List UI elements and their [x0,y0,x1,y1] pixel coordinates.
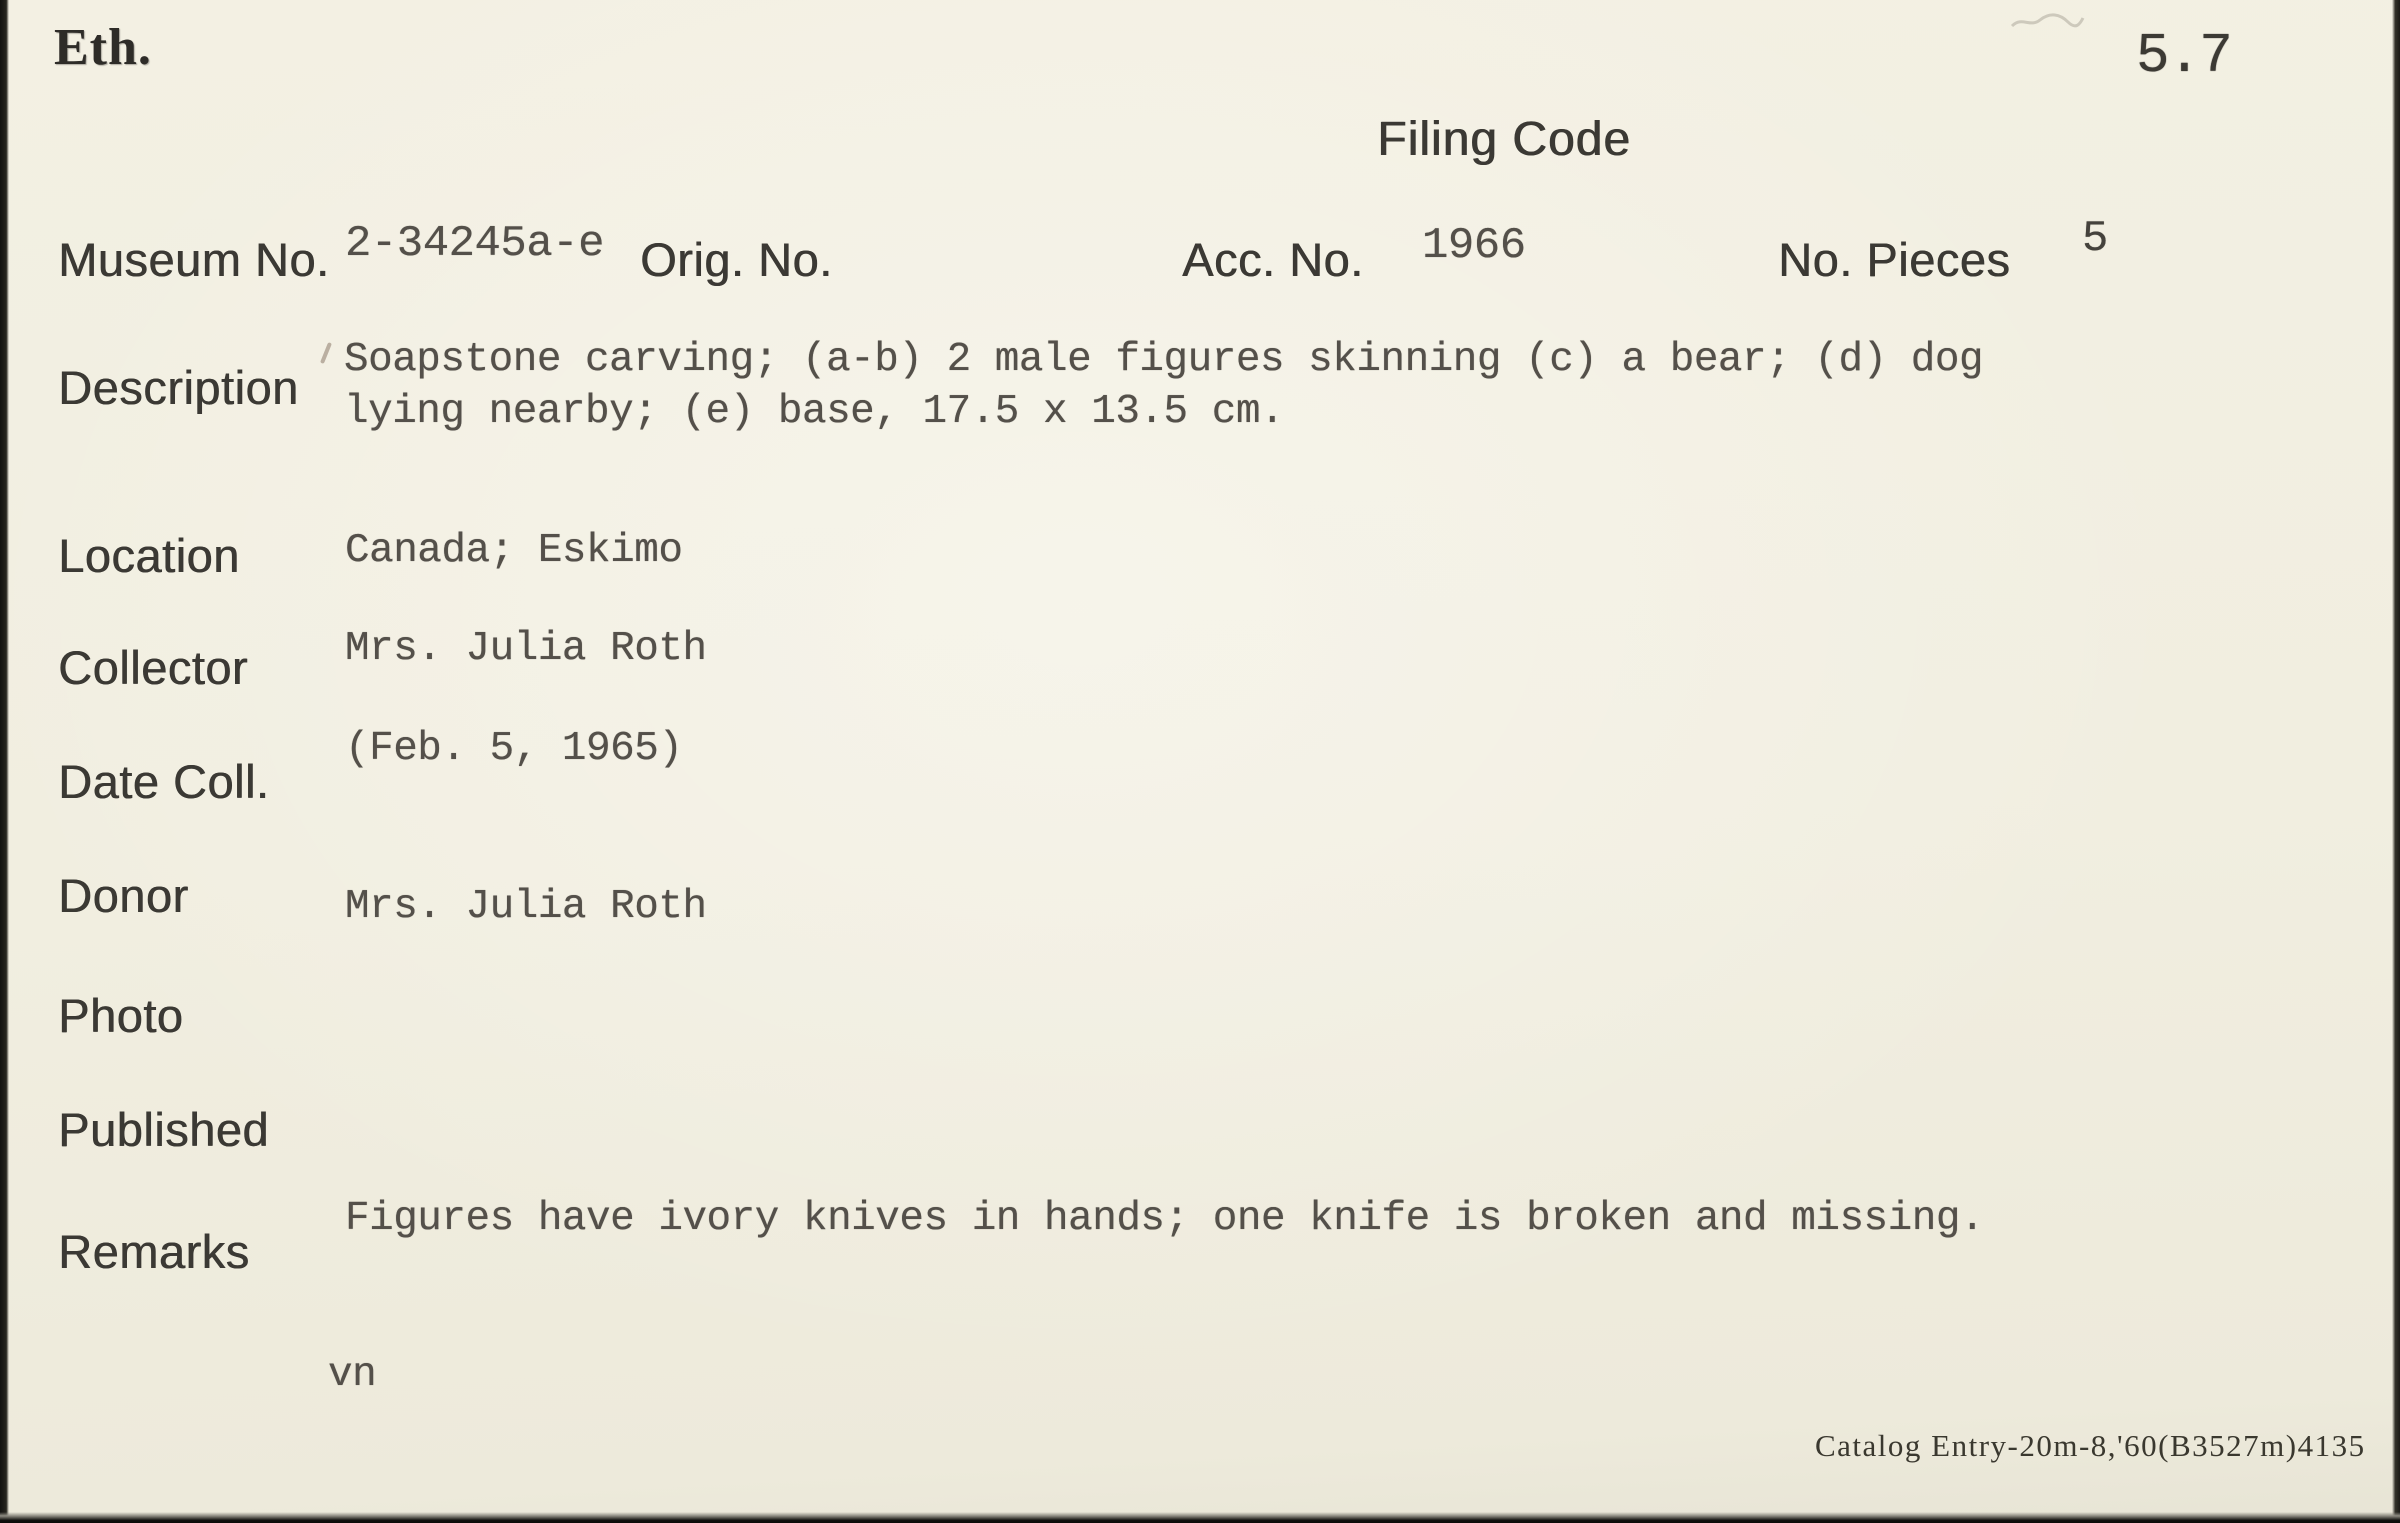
pencil-mark [2008,8,2086,38]
field-value-description [344,334,1983,438]
field-label-collector: Collector [58,641,248,694]
field-label-description: Description [58,361,299,414]
field-value-location: Canada; Eskimo [345,528,683,574]
scan-edge-left [0,0,9,1523]
orig-no-label: Orig. No. [640,233,833,286]
scan-edge-right [2392,0,2400,1523]
museum-no-value: 2-34245a-e [345,219,605,269]
field-value-remarks: Figures have ivory knives in hands; one knife is broken and missing. [345,1196,1985,1242]
filing-number: 5.7 [2136,24,2231,88]
field-label-date-coll: Date Coll. [58,755,270,808]
acc-no-label: Acc. No. [1182,233,1364,286]
field-label-donor: Donor [58,869,189,922]
description-line-1: Soapstone carving; (a-b) 2 male figures skinning (c) a bear; (d) dog [344,337,1984,383]
no-pieces-value: 5 [2082,214,2108,264]
field-label-location: Location [58,529,240,582]
field-label-photo: Photo [58,989,184,1042]
no-pieces-label: No. Pieces [1778,233,2011,286]
field-value-collector: Mrs. Julia Roth [345,626,707,672]
classification-stamp: Eth. [54,19,152,76]
card-title: Filing Code [1377,113,1631,166]
field-value-date-coll: (Feb. 5, 1965) [345,726,683,772]
stray-mark [320,342,332,364]
print-code: Catalog Entry-20m-8,'60(B3527m)4135 [1815,1428,2366,1463]
field-value-donor: Mrs. Julia Roth [345,884,707,930]
description-line-2: lying nearby; (e) base, 17.5 x 13.5 cm. [344,389,1285,435]
scan-edge-bottom [0,1512,2400,1523]
cataloger-initials: vn [328,1352,377,1398]
field-label-remarks: Remarks [58,1225,250,1278]
museum-no-label: Museum No. [58,233,330,286]
field-label-published: Published [58,1103,269,1156]
acc-no-value: 1966 [1422,221,1526,271]
